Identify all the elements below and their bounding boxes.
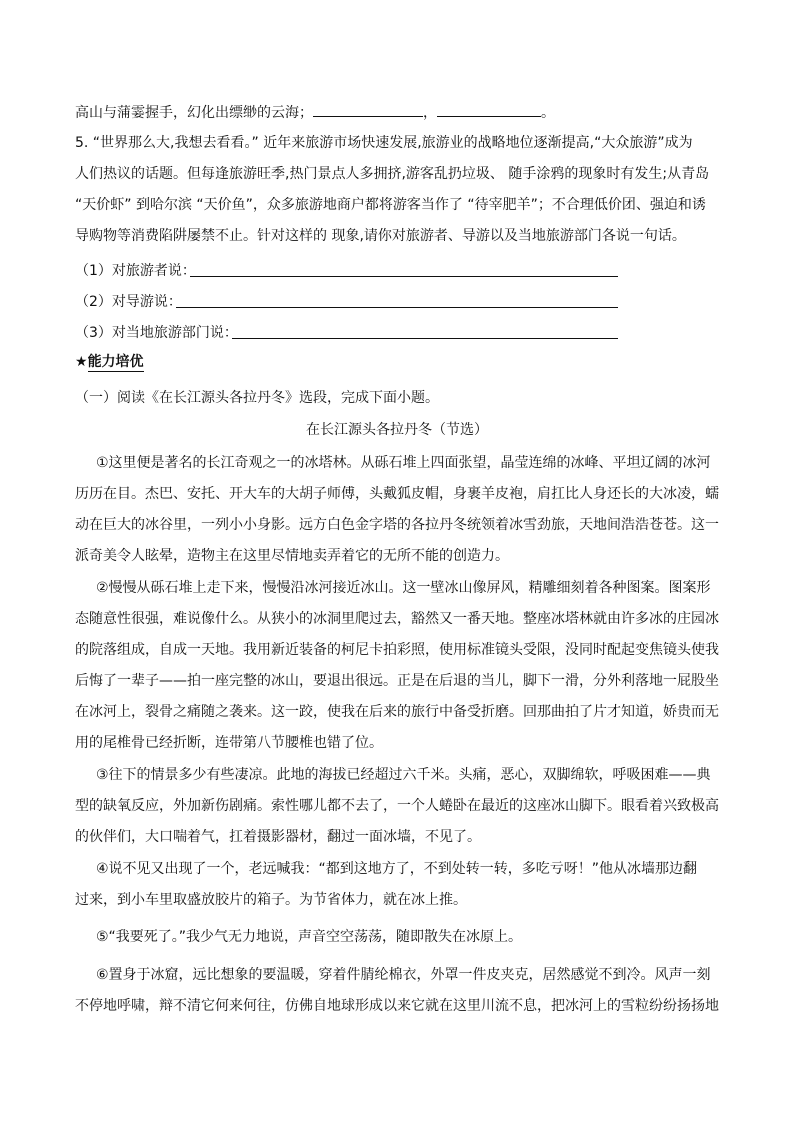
q5-line: “天价虾” 到哈尔滨 “天价鱼”，众多旅游地商户都将游客当作了 “待宰肥羊”；不合理低价团、强迫和诱 <box>75 197 706 213</box>
passage-line: 历历在目。杰巴、安托、开大车的大胡子师傅，头戴狐皮帽，身裹羊皮袍，肩扛比人身还长的大冰凌，蠕 <box>75 486 719 502</box>
q5-item-label: （1）对旅游者说： <box>75 263 196 279</box>
passage-line: 在冰河上，裂骨之痛随之袭来。这一跤，使我在后来的旅行中备受折磨。回那曲拍了片才知道，娇贵而无 <box>75 704 719 720</box>
passage-line: 用的尾椎骨已经折断，连带第八节腰椎也错了位。 <box>75 735 383 751</box>
answer-line[interactable] <box>232 338 618 339</box>
passage-line: ④说不见又出现了一个，老远喊我：“都到这地方了，不到处转一转，多吃亏呀！”他从冰墙那边翻 <box>96 861 698 877</box>
reading-intro: （一）阅读《在长江源头各拉丹冬》选段，完成下面小题。 <box>75 390 439 406</box>
passage-line: 动在巨大的冰谷里，一列小小身影。远方白色金字塔的各拉丹冬统领着冰雪劲旅，天地间浩浩苍苍。这一 <box>75 517 719 533</box>
star-icon: ★ <box>75 354 88 370</box>
passage-line: 不停地呼啸，辩不清它何来何往，仿佛自地球形成以来它就在这里川流不息，把冰河上的雪粒纷纷扬扬地 <box>75 998 719 1014</box>
section-title: 能力培优 <box>87 354 144 370</box>
passage-line: 的伙伴们，大口喘着气，扛着摄影器材，翻过一面冰墙，不见了。 <box>75 829 481 845</box>
q5-line: 人们热议的话题。但每逢旅游旺季,热门景点人多拥挤,游客乱扔垃圾、 随手涂鸦的现象时有发生;从青岛 <box>75 166 710 182</box>
passage-line: ③往下的情景多少有些凄凉。此地的海拔已经超过六千米。头痛，恶心，双脚绵软，呼吸困难——典 <box>96 767 711 783</box>
answer-blank[interactable] <box>313 102 423 117</box>
passage-line: 派奇美令人眩晕，造物主在这里尽情地卖弄着它的无所不能的创造力。 <box>75 548 509 564</box>
top-fragment-line <box>75 102 555 123</box>
passage-line: 后悔了一辈子——拍一座完整的冰山，要退出很远。正是在后退的当儿，脚下一滑，分外利落地一屁股坐 <box>75 673 719 689</box>
answer-blank[interactable] <box>437 102 541 117</box>
reading-title: 在长江源头各拉丹冬（节选） <box>306 422 488 438</box>
passage-line: ⑤“我要死了。”我少气无力地说，声音空空荡荡，随即散失在冰原上。 <box>96 929 523 945</box>
top-fragment-separator: ， <box>423 105 437 121</box>
section-heading <box>75 352 144 372</box>
passage-line: 态随意性很强，难说像什么。从狭小的冰洞里爬过去，豁然又一番天地。整座冰塔林就由许多冰的庄园冰 <box>75 611 719 627</box>
q5-line: 5. “世界那么大,我想去看看。” 近年来旅游市场快速发展,旅游业的战略地位逐渐提高,“大众旅游”成为 <box>75 135 693 151</box>
passage-line: ⑥置身于冰窟，远比想象的要温暖，穿着件腈纶棉衣，外罩一件皮夹克，居然感觉不到冷。风声一刻 <box>96 967 711 983</box>
q5-line: 导购物等消费陷阱屡禁不止。针对这样的 现象,请你对旅游者、导游以及当地旅游部门各说一句话。 <box>75 228 686 244</box>
top-fragment-end: 。 <box>541 105 555 121</box>
passage-line: ②慢慢从砾石堆上走下来，慢慢沿冰河接近冰山。这一壁冰山像屏风，精雕细刻着各种图案。图案形 <box>96 580 711 596</box>
passage-line: 型的缺氧反应，外加新伤剧痛。索性哪儿都不去了，一个人蜷卧在最近的这座冰山脚下。眼看着兴致极高 <box>75 798 719 814</box>
passage-line: 的院落组成，自成一天地。我用新近装备的柯尼卡拍彩照，使用标准镜头受限，没同时配起变焦镜头使我 <box>75 642 719 658</box>
passage-line: 过来，到小车里取盛放胶片的箱子。为节省体力，就在冰上推。 <box>75 892 467 908</box>
answer-line[interactable] <box>190 276 618 277</box>
q5-item-label: （3）对当地旅游部门说： <box>75 325 238 341</box>
top-fragment-text: 高山与蒲霎握手，幻化出缥缈的云海； <box>75 105 313 121</box>
passage-line: ①这里便是著名的长江奇观之一的冰塔林。从砾石堆上四面张望，晶莹连绵的冰峰、平坦辽阔的冰河 <box>96 455 711 471</box>
answer-line[interactable] <box>176 307 618 308</box>
q5-item-label: （2）对导游说： <box>75 294 182 310</box>
